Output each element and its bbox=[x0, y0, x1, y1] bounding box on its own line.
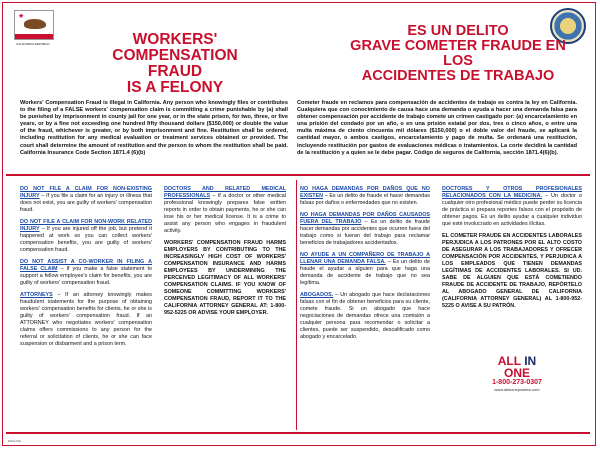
col3-text-2: – Es un delito de fraude hacer demandas por accidentes que ocurren fuera del trabajo como si fueran del trabajo para reclamar beneficios de trabajadores accidentados. bbox=[300, 219, 430, 246]
col3-heading-1: NO HAGA DEMANDAS POR DAÑOS QUE NO EXISTEN bbox=[300, 186, 430, 199]
col1-heading-2: DO NOT FILE A CLAIM FOR NON-WORK RELATED INJURY bbox=[20, 219, 152, 232]
logo-word-one: ONE bbox=[503, 366, 530, 380]
title-es-line-3: ACCIDENTES DE TRABAJO bbox=[361, 68, 555, 84]
col1-paragraph bbox=[20, 292, 152, 348]
col1-text-1: – If you file a claim for an injury or illness that does not exist, you are guilty of workers' compensation fraud. bbox=[20, 193, 152, 213]
col1-heading-1: DO NOT FILE A CLAIM FOR NON-EXISTING INJURY bbox=[20, 186, 152, 199]
bear-icon bbox=[24, 19, 46, 29]
col1-text-2: – If you are injured off the job, but pretend it happened at work so you can collect workers' compensation benefits, you are guilty of workers' compensation fraud. bbox=[20, 226, 152, 253]
title-spanish bbox=[348, 24, 568, 84]
col1-paragraph bbox=[20, 219, 152, 254]
col3-paragraph bbox=[300, 186, 430, 207]
language-divider bbox=[296, 180, 297, 430]
logo-website: www.allinoneposters.com bbox=[494, 387, 540, 392]
title-es-line-1: ES UN DELITO bbox=[407, 23, 509, 39]
col4-paragraph bbox=[442, 186, 582, 228]
all-in-one-logo bbox=[487, 355, 547, 392]
col3-heading-4: ABOGADOS. bbox=[300, 292, 334, 298]
california-flag bbox=[14, 10, 54, 40]
flag-caption: CALIFORNIA REPUBLIC bbox=[16, 42, 50, 46]
star-icon: ★ bbox=[18, 13, 25, 20]
col4-heading-1: DOCTORES Y OTROS PROFESIONALES RELACIONADOS CON LA MEDICINA. bbox=[442, 186, 582, 199]
flag-stripe bbox=[15, 34, 53, 39]
col4-warning: EL COMETER FRAUDE EN ACCIDENTES LABORALES PERJUDICA A LOS PATRONES POR EL ALTO COSTO DE ASEGURAR A LOS TRABAJADORES Y OFRECER COMPENSACIÓN POR ACCIDENTES, Y PERJUDICA A LOS EMPLEADOS QUE TIENEN DEMANDAS LEGÍTIMAS DE ACCIDENTES LABORALES. SI UD. SABE DE ALGUIEN QUE ESTÁ COMETIENDO FRAUDE DE ACCIDENTE DE TRABAJO, REPÓRTELO AL ABOGADO GENERAL DE CALIFORNIA (CALIFORNIA ATTORNEY GENERAL) AL 1-800-952-5225 O AVISE A SU PATRÓN. bbox=[442, 233, 582, 309]
col1-heading-4: ATTORNEYS bbox=[20, 292, 53, 298]
column-1 bbox=[20, 186, 152, 353]
col3-heading-2: NO HAGA DEMANDAS POR DAÑOS CAUSADOS FUERA DEL TRABAJO bbox=[300, 212, 430, 225]
col1-heading-3: DO NOT ASSIST A CO-WORKER IN FILING A FALSE CLAIM bbox=[20, 259, 152, 272]
col3-text-3: – Es un delito de fraude el ayudar a alguien para que haga una demanda de accidente de trabajo que no sea legítima. bbox=[300, 259, 430, 286]
col2-paragraph bbox=[164, 186, 286, 235]
col2-warning: WORKERS' COMPENSATION FRAUD HARMS EMPLOYERS BY CONTRIBUTING TO THE INCREASINGLY HIGH COST OF WORKERS' COMPENSATION INSURANCE AND HARMS EMPLOYEES BY UNDERMINING THE PERCEIVED LEGITIMACY OF ALL WORKERS' COMPENSATION CLAIMS. IF YOU KNOW OF SOMEONE COMMITTING WORKERS' COMPENSATION FRAUD, REPORT IT TO THE CALIFORNIA ATTORNEY GENERAL AT: 1-800-952-5225 OR ADVISE YOUR EMPLOYER. bbox=[164, 240, 286, 316]
col2-text-1: – If a doctor or other medical professional knowingly prepares false written reports in order to obtain payments, he or she can lose his or her medical license. It is a crime to assist any person who engages in fraudulent activity. bbox=[164, 193, 286, 234]
logo-phone: 1-800-273-0307 bbox=[492, 379, 542, 386]
col4-text-1: – Un doctor o cualquier otro profesional médico puede perder su licencia de práctica si prepara reportes falsos con el propósito de obtener pagos. Es un delito ayudar a cualquier individuo que esté involucrado en actividades ilícitas. bbox=[442, 193, 582, 227]
col2-heading-1: DOCTORS AND RELATED MEDICAL PROFESSIONALS bbox=[164, 186, 286, 199]
logo-word-in: IN bbox=[524, 354, 537, 368]
title-en-line-1: WORKERS' bbox=[132, 31, 218, 48]
col3-text-4: – Un abogado que hace declaraciones falsas con el fin de obtener beneficios para su cliente, comete fraude. Si un abogado que hace negociaciones de demandas ofrece una comisión a cualquier persona para recomendar o solicitar a clientes, puede ser suspendido, descalificado como abogado y encarcelado. bbox=[300, 292, 430, 340]
footer-code: ENGLISH bbox=[8, 439, 22, 443]
col1-paragraph bbox=[20, 186, 152, 214]
title-en-line-3: IS A FELONY bbox=[126, 79, 224, 96]
col1-paragraph bbox=[20, 259, 152, 287]
logo-mark bbox=[487, 355, 547, 379]
col3-paragraph bbox=[300, 252, 430, 287]
title-es-line-2: GRAVE COMETER FRAUDE EN LOS bbox=[350, 38, 566, 69]
title-english bbox=[85, 32, 265, 96]
col3-paragraph bbox=[300, 212, 430, 247]
intro-english: Workers' Compensation Fraud is illegal in California. Any person who knowingly files or contributes to the filing of a FALSE workers' compensation claim is committing a crime punishable by (a) shall be punished by imprisonment in county jail for one year, or in the state prison, for two, three, or five years, or by a fine not exceeding one hundred fifty thousand dollars ($150,000) or double the value of the fraud, whichever is greater, or by both imprisonment and fine. Restitution shall be ordered, including restitution for any medical evaluation or treatment services obtained or provided. The court shall determine the amount of restitution and the person to whom the restitution shall be paid. California Insurance Code Section 1871.4 (6)(b) bbox=[20, 100, 288, 156]
divider-top bbox=[6, 174, 590, 176]
column-4 bbox=[442, 186, 582, 315]
col3-paragraph bbox=[300, 292, 430, 341]
title-en-line-2: COMPENSATION FRAUD bbox=[112, 47, 238, 80]
col1-text-4: – If an attorney knowingly makes fraudulent statements for the purpose of obtaining workers' compensation benefits for clients, he or she is guilty of workers' compensation fraud. If an ATTORNEY who negotiates workers' compensation claims offers commissions to any person for the referral or solicitation of clients, he or she can face suspension or disbarment and a prison term. bbox=[20, 292, 152, 347]
logo-word-all: ALL bbox=[497, 354, 521, 368]
col3-heading-3: NO AYUDE A UN COMPAÑERO DE TRABAJO A LLENAR UNA DEMANDA FALSA. bbox=[300, 252, 430, 265]
column-3 bbox=[300, 186, 430, 346]
divider-bottom bbox=[6, 432, 590, 434]
column-2 bbox=[164, 186, 286, 322]
col1-text-3: – If you make a false statement to support a fellow employee's claim for benefits, you are guilty of workers' compensation fraud. bbox=[20, 266, 153, 286]
intro-spanish: Cometer fraude en reclamos para compensación de accidentes de trabajo es contra la ley en California. Cualquiera que con conocimiento de causa hace una demanda o ayuda a hacer una demanda falsa para obtener compensación por accidente de trabajo comete un crimen castigado por: (a) encarcelamiento en una prisión del condado por un año, o en una prisión estatal por dos, tres o cinco años, o entre una multa máxima de ciento cincuenta mil dólares ($150,000) o el doble valor del fraude, se aplicará la cantidad mayor, o ambos castigos, encarcelamiento y pago de multa. Se ordenará una restitución, incluyendo restitución por gastos de evaluaciones médicas o tratamientos. La corte decidirá la cantidad de la restitución y a quien se le debe pagar. Código de seguros de California, sección 1871.4(6)(b). bbox=[297, 100, 577, 156]
col3-text-1: – Es un delito de fraude el hacer demandas falsas por daños o enfermedades que no existen. bbox=[300, 193, 430, 206]
